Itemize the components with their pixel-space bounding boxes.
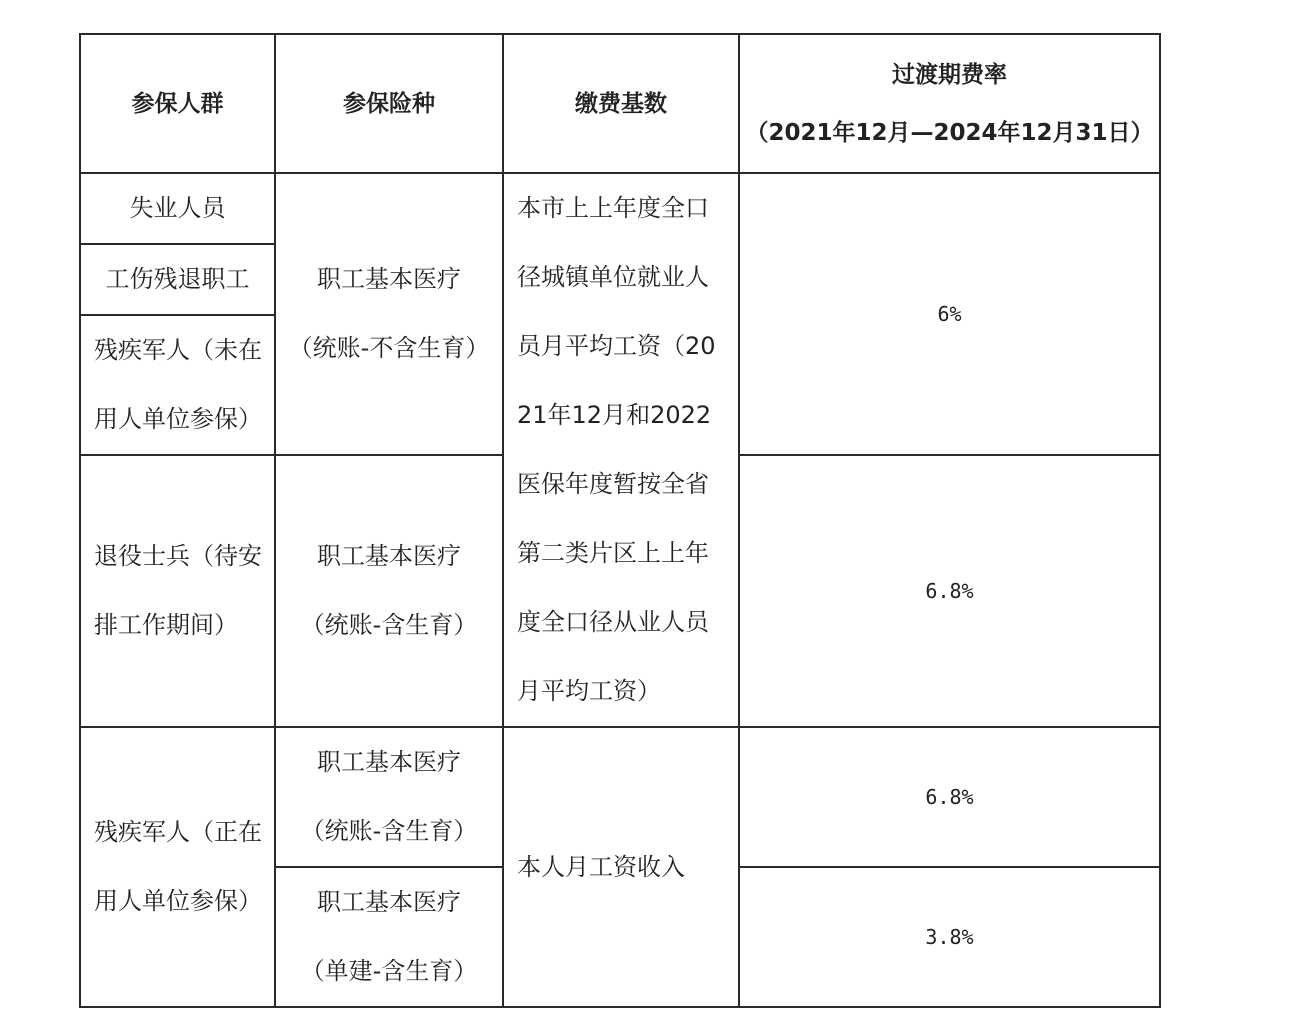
rate-row3b: 3.8% [739, 867, 1160, 1007]
header-rate-title: 过渡期费率 [892, 61, 1007, 88]
group-line-1: 残疾军人（未在 [94, 336, 262, 364]
header-rate-period: （2021年12月—2024年12月31日） [745, 119, 1154, 146]
group-disabled-no-employer [80, 315, 275, 455]
header-rate [739, 34, 1160, 173]
table-header-row [80, 34, 1160, 173]
group-line-1: 残疾军人（正在 [94, 818, 262, 846]
insurance-line-2: （统账-含生育） [300, 611, 478, 639]
insurance-line-2: （单建-含生育） [300, 957, 478, 985]
header-group: 参保人群 [80, 34, 275, 173]
group-line-2: 用人单位参保） [94, 887, 262, 915]
group-veterans [80, 455, 275, 727]
insurance-line-1: 职工基本医疗 [317, 265, 461, 293]
group-line-2: 用人单位参保） [94, 405, 262, 433]
group-unemployed: 失业人员 [80, 173, 275, 244]
insurance-basic-with-maternity [275, 455, 503, 727]
group-line-1: 退役士兵（待安 [94, 542, 262, 570]
table-row [80, 173, 1160, 244]
header-insurance: 参保险种 [275, 34, 503, 173]
group-line-2: 排工作期间） [94, 611, 238, 639]
base-self-wage: 本人月工资收入 [503, 727, 739, 1007]
insurance-basic-no-maternity [275, 173, 503, 455]
insurance-line-1: 职工基本医疗 [317, 542, 461, 570]
rate-row3a: 6.8% [739, 727, 1160, 867]
insurance-line-1: 职工基本医疗 [317, 748, 461, 776]
group-injury-retired: 工伤残退职工 [80, 244, 275, 315]
table-row [80, 727, 1160, 867]
insurance-employed-pooled [275, 727, 503, 867]
group-disabled-employed [80, 727, 275, 1007]
rate-row1: 6% [739, 173, 1160, 455]
rate-row2: 6.8% [739, 455, 1160, 727]
insurance-line-2: （统账-含生育） [300, 817, 478, 845]
base-shared: 本市上上年度全口径城镇单位就业人员月平均工资（2021年12月和2022医保年度暂按全省第二类片区上上年度全口径从业人员月平均工资） [503, 173, 739, 727]
insurance-employed-single [275, 867, 503, 1007]
insurance-line-1: 职工基本医疗 [317, 888, 461, 916]
insurance-line-2: （统账-不含生育） [288, 334, 490, 362]
contribution-rate-table [79, 33, 1161, 1008]
header-base: 缴费基数 [503, 34, 739, 173]
